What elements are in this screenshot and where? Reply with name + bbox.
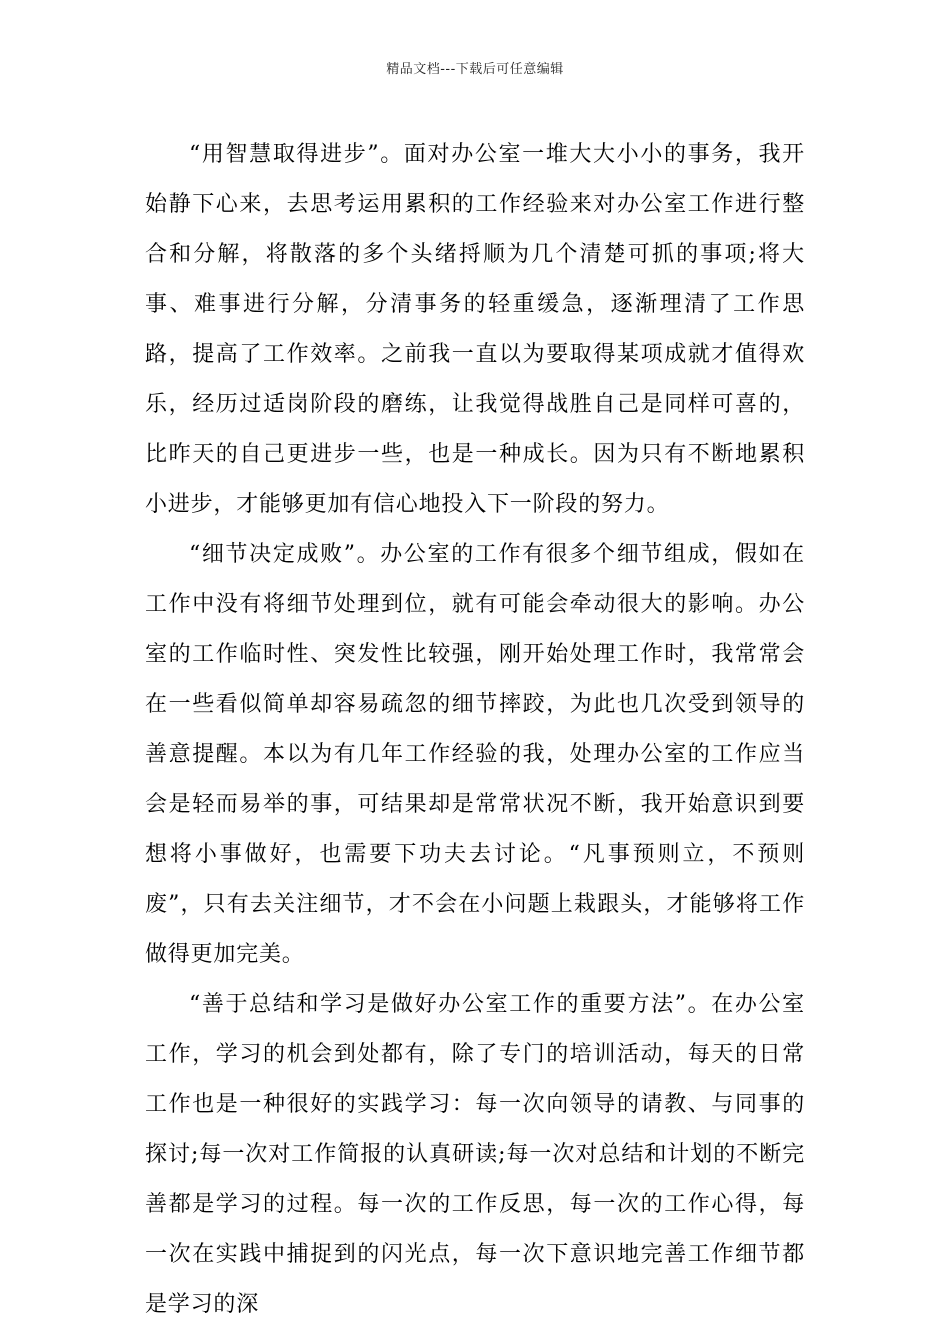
document-body [145,130,805,1330]
paragraph-details-success: “细节决定成败”。办公室的工作有很多个细节组成，假如在工作中没有将细节处理到位，就有可能会牵动很大的影响。办公室的工作临时性、突发性比较强，刚开始处理工作时，我常常会在一些看似简单却容易疏忽的细节摔跤，为此也几次受到领导的善意提醒。本以为有几年工作经验的我，处理办公室的工作应当会是轻而易举的事，可结果却是常常状况不断，我开始意识到要想将小事做好，也需要下功夫去讨论。“凡事预则立，不预则废”，只有去关注细节，才不会在小问题上栽跟头，才能够将工作做得更加完美。 [145,542,805,967]
paragraph-summary-learning: “善于总结和学习是做好办公室工作的重要方法”。在办公室工作，学习的机会到处都有，除了专门的培训活动，每天的日常工作也是一种很好的实践学习：每一次向领导的请教、与同事的探讨;每一次对工作简报的认真研读;每一次对总结和计划的不断完善都是学习的过程。每一次的工作反思，每一次的工作心得，每一次在实践中捕捉到的闪光点，每一次下意识地完善工作细节都是学习的深 [145,992,805,1317]
paragraph-wisdom-progress: “用智慧取得进步”。面对办公室一堆大大小小的事务，我开始静下心来，去思考运用累积的工作经验来对办公室工作进行整合和分解，将散落的多个头绪捋顺为几个清楚可抓的事项;将大事、难事进行分解，分清事务的轻重缓急，逐渐理清了工作思路，提高了工作效率。之前我一直以为要取得某项成就才值得欢乐，经历过适岗阶段的磨练，让我觉得战胜自己是同样可喜的，比昨天的自己更进步一些，也是一种成长。因为只有不断地累积小进步，才能够更加有信心地投入下一阶段的努力。 [145,142,805,517]
page-header: 精品文档---下载后可任意编辑 [386,62,564,77]
